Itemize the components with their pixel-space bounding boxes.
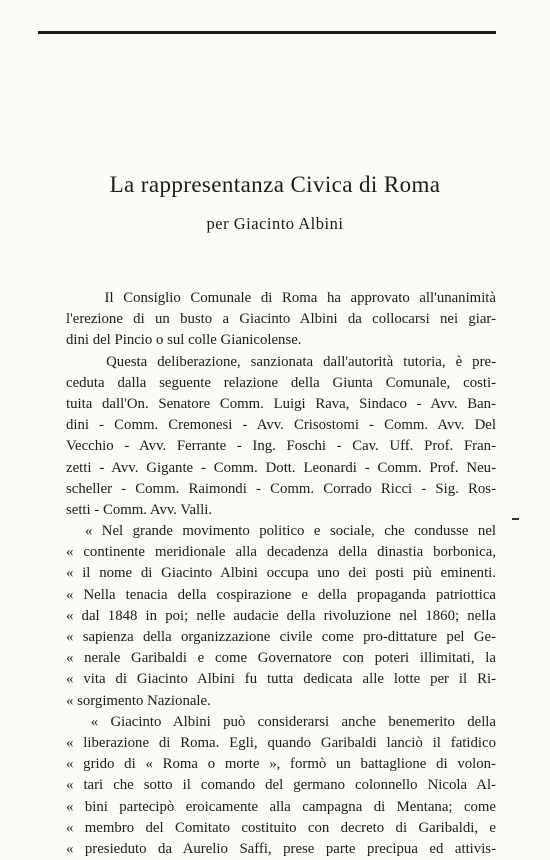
text-line: « Giacinto Albini può considerarsi anche benemerito della <box>66 713 496 730</box>
text-line: « sorgimento Nazionale. <box>66 692 211 709</box>
text-line: « Nella tenacia della cospirazione e della propaganda patriottica <box>66 586 496 603</box>
text-line: ceduta dalla seguente relazione della Giunta Comunale, costi- <box>66 374 496 391</box>
text-line: « tari che sotto il comando del germano colonnello Nicola Al- <box>66 777 496 794</box>
text-line: dini del Pincio o sul colle Gianicolense. <box>66 332 302 349</box>
text-line: « bini partecipò eroicamente alla campagna di Mentana; come <box>66 798 496 815</box>
text-line: « presieduto da Aurelio Saffi, prese parte precipua ed attivis- <box>66 840 496 857</box>
body-text <box>66 288 496 860</box>
text-line: Vecchio - Avv. Ferrante - Ing. Foschi - Cav. Uff. Prof. Fran- <box>66 438 496 455</box>
text-line: « grido di « Roma o morte », formò un battaglione di volon- <box>66 756 496 773</box>
margin-mark <box>512 518 519 520</box>
text-line: « il nome di Giacinto Albini occupa uno dei posti più eminenti. <box>66 565 496 582</box>
text-line: « nerale Garibaldi e come Governatore con poteri illimitati, la <box>66 650 496 667</box>
text-line: « dal 1848 in poi; nelle audacie della rivoluzione nel 1860; nella <box>66 607 496 624</box>
text-line: setti - Comm. Avv. Valli. <box>66 501 213 518</box>
page-title: La rappresentanza Civica di Roma <box>109 172 441 197</box>
text-line: tuita dall'On. Senatore Comm. Luigi Rava, Sindaco - Avv. Ban- <box>66 395 496 412</box>
text-line: « continente meridionale alla decadenza della dinastia borbonica, <box>66 544 496 561</box>
text-line: Il Consiglio Comunale di Roma ha approvato all'unanimità <box>66 290 496 306</box>
header-rule <box>38 31 496 34</box>
text-line: l'erezione di un busto a Giacinto Albini da collocarsi nei giar- <box>66 311 496 328</box>
text-line: « sapienza della organizzazione civile come pro-dittature pel Ge- <box>66 629 496 645</box>
text-line: « Nel grande movimento politico e sociale, che condusse nel <box>66 523 496 540</box>
text-line: zetti - Avv. Gigante - Comm. Dott. Leonardi - Comm. Prof. Neu- <box>66 459 496 476</box>
page-subtitle: per Giacinto Albini <box>206 214 344 233</box>
text-line: dini - Comm. Cremonesi - Avv. Crisostomi - Comm. Avv. Del <box>66 417 496 434</box>
text-line: « membro del Comitato costituito con decreto di Garibaldi, e <box>66 819 496 836</box>
text-line: scheller - Comm. Raimondi - Comm. Corrado Ricci - Sig. Ros- <box>66 480 496 497</box>
text-line: « vita di Giacinto Albini fu tutta dedicata alle lotte per il Ri- <box>66 671 496 688</box>
text-line: Questa deliberazione, sanzionata dall'autorità tutoria, è pre- <box>66 353 496 370</box>
text-line: « liberazione di Roma. Egli, quando Garibaldi lanciò il fatidico <box>66 734 496 751</box>
